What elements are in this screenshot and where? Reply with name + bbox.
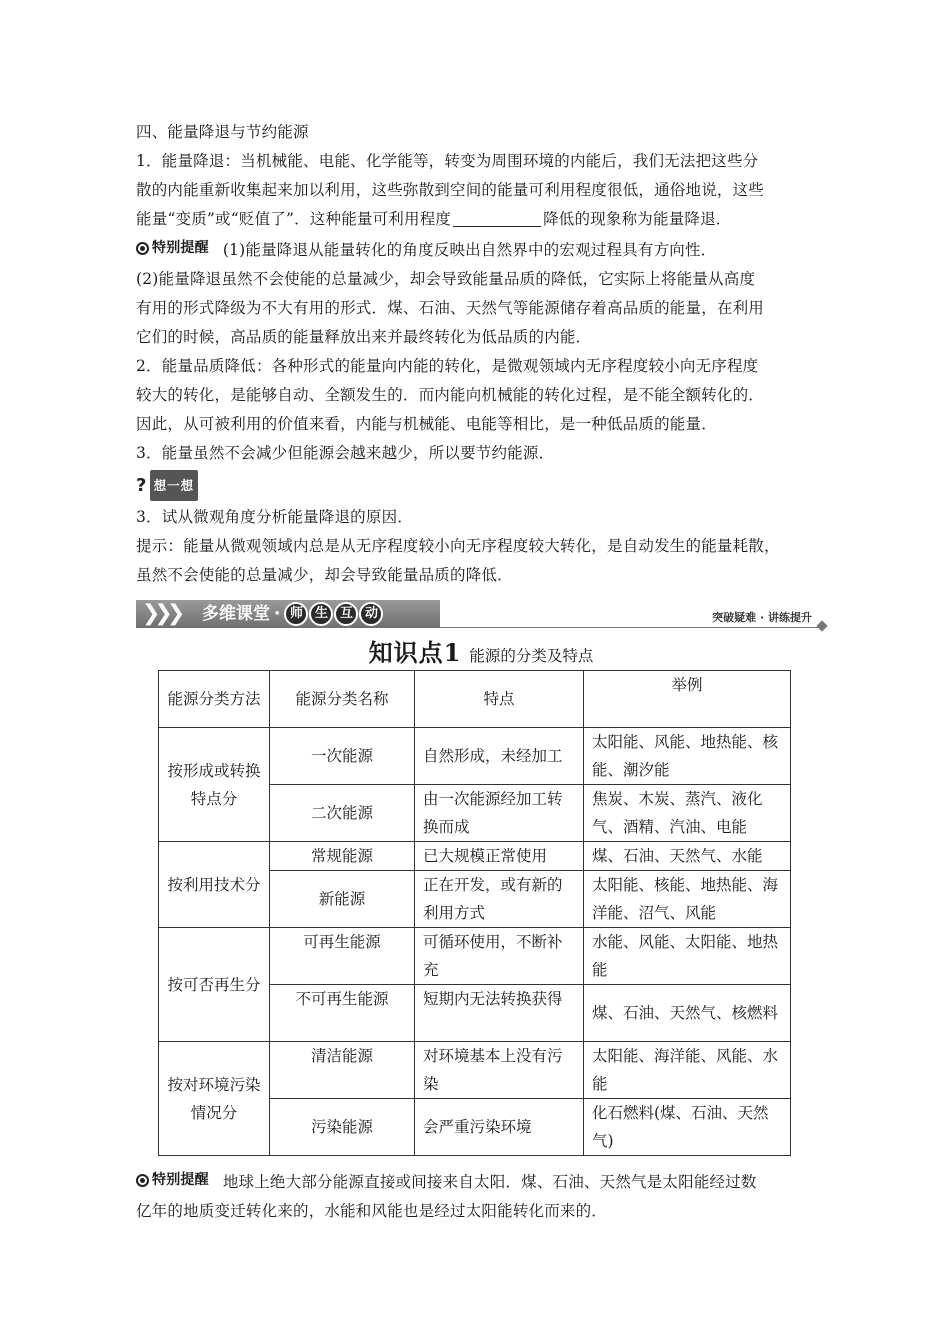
- banner-title-group: [202, 601, 383, 627]
- fill-in-blank: [453, 210, 541, 227]
- example-cell: 煤、石油、天然气、水能: [584, 842, 791, 871]
- smile-icon: [136, 242, 149, 255]
- paragraph-line: 2．能量品质降低：各种形式的能量向内能的转化，是微观领域内无序程度较小向无序程度: [136, 357, 759, 375]
- paragraph-line: 较大的转化，是能够自动、全额发生的．而内能向机械能的转化过程，是不能全额转化的．: [136, 386, 765, 404]
- banner-subtitle: [284, 602, 383, 626]
- text-after-blank: 降低的现象称为能量降退．: [543, 210, 732, 228]
- banner-char: 师: [284, 602, 308, 626]
- banner-char: 生: [309, 602, 333, 626]
- banner-right-text: 突破疑难 · 讲练提升: [712, 611, 812, 624]
- feature-cell: 对环境基本上没有污染: [415, 1042, 584, 1099]
- feature-cell: 会严重污染环境: [415, 1099, 584, 1156]
- banner-char: 动: [359, 602, 383, 626]
- example-cell: 焦炭、木炭、蒸汽、液化气、酒精、汽油、电能: [584, 785, 791, 842]
- hint-line: 虽然不会使能的总量减少，却会导致能量品质的降低．: [136, 566, 513, 584]
- paragraph-line: (2)能量降退虽然不会使能的总量减少，却会导致能量品质的降低，它实际上将能量从高度: [136, 270, 756, 288]
- name-cell: 污染能源: [270, 1099, 415, 1156]
- paragraph-line: 1．能量降退：当机械能、电能、化学能等，转变为周围环境的内能后，我们无法把这些分: [136, 152, 759, 170]
- chevron-right-icon: ❯❯❯: [142, 601, 180, 626]
- table-row: [159, 1042, 791, 1099]
- header-cell: 能源分类方法: [159, 671, 270, 728]
- example-cell: 化石燃料(煤、石油、天然气): [584, 1099, 791, 1156]
- name-cell: 可再生能源: [270, 928, 415, 985]
- feature-cell: 正在开发，或有新的利用方式: [415, 871, 584, 928]
- table-row: [159, 728, 791, 785]
- final-tip-line: [136, 1166, 826, 1197]
- header-cell: 特点: [415, 671, 584, 728]
- name-cell: 常规能源: [270, 842, 415, 871]
- hint-line: 提示：能量从微观领域内总是从无序程度较小向无序程度较大转化，是自动发生的能量耗散，: [136, 537, 780, 555]
- feature-cell: 可循环使用，不断补充: [415, 928, 584, 985]
- paragraph-line-with-blank: [136, 205, 826, 234]
- name-cell: 新能源: [270, 871, 415, 928]
- diamond-icon: [816, 620, 827, 631]
- example-cell: 太阳能、风能、地热能、核能、潮汐能: [584, 728, 791, 785]
- text-before-blank: 能量“变质”或“贬值了”．这种能量可利用程度: [136, 210, 452, 228]
- page-content: [136, 118, 826, 1226]
- example-cell: 水能、风能、太阳能、地热能: [584, 928, 791, 985]
- tip-label: 特别提醒: [152, 240, 209, 256]
- table-wrapper: [136, 670, 826, 1166]
- table-row: [159, 928, 791, 985]
- tip-badge: [136, 234, 209, 263]
- tip-line: [136, 234, 826, 265]
- tip-text: 地球上绝大部分能源直接或间接来自太阳．煤、石油、天然气是太阳能经过数: [222, 1173, 757, 1191]
- paragraph-line: 有用的形式降级为不大有用的形式．煤、石油、天然气等能源储存着高品质的能量，在利用: [136, 299, 765, 317]
- name-cell: 不可再生能源: [270, 985, 415, 1042]
- paragraph-line: 3．能量虽然不会减少但能源会越来越少，所以要节约能源．: [136, 444, 555, 462]
- feature-cell: 自然形成，未经加工: [415, 728, 584, 785]
- method-cell: 按形成或转换特点分: [159, 728, 270, 842]
- knowledge-point-heading: [136, 636, 826, 670]
- example-cell: 太阳能、海洋能、风能、水能: [584, 1042, 791, 1099]
- example-cell: 太阳能、核能、地热能、海洋能、沼气、风能: [584, 871, 791, 928]
- name-cell: 一次能源: [270, 728, 415, 785]
- header-cell: 能源分类名称: [270, 671, 415, 728]
- table-header-row: [159, 671, 791, 728]
- paragraph-line: 因此，从可被利用的价值来看，内能与机械能、电能等相比，是一种低品质的能量．: [136, 415, 717, 433]
- tip-badge: [136, 1166, 209, 1195]
- knowledge-point-title: 知识点1: [368, 638, 462, 667]
- banner-dot: ·: [274, 604, 281, 624]
- banner-char: 互: [334, 602, 358, 626]
- section-banner: [136, 598, 826, 632]
- feature-cell: 由一次能源经加工转换而成: [415, 785, 584, 842]
- method-cell: 按利用技术分: [159, 842, 270, 928]
- question-icon: ?: [136, 475, 147, 496]
- energy-classification-table: [158, 670, 791, 1156]
- banner-title: 多维课堂: [202, 604, 270, 624]
- think-label: 想一想: [150, 470, 199, 501]
- tip-text: (1)能量降退从能量转化的角度反映出自然界中的宏观过程具有方向性．: [222, 241, 717, 259]
- header-cell: 举例: [584, 671, 791, 728]
- banner-rule: [440, 627, 820, 628]
- feature-cell: 已大规模正常使用: [415, 842, 584, 871]
- table-row: [159, 842, 791, 871]
- paragraph-line: 它们的时候，高品质的能量释放出来并最终转化为低品质的内能．: [136, 328, 592, 346]
- tip-label: 特别提醒: [152, 1172, 209, 1188]
- example-cell: 煤、石油、天然气、核燃料: [584, 985, 791, 1042]
- think-badge: [136, 470, 198, 501]
- paragraph-line: 亿年的地质变迁转化来的，水能和风能也是经过太阳能转化而来的．: [136, 1202, 608, 1220]
- name-cell: 二次能源: [270, 785, 415, 842]
- knowledge-point-subtitle: 能源的分类及特点: [469, 647, 594, 665]
- question-line: 3．试从微观角度分析能量降退的原因．: [136, 508, 413, 526]
- feature-cell: 短期内无法转换获得: [415, 985, 584, 1042]
- smile-icon: [136, 1174, 149, 1187]
- name-cell: 清洁能源: [270, 1042, 415, 1099]
- method-cell: 按对环境污染情况分: [159, 1042, 270, 1156]
- paragraph-line: 散的内能重新收集起来加以利用，这些弥散到空间的能量可利用程度很低，通俗地说，这些: [136, 181, 765, 199]
- method-cell: 按可否再生分: [159, 928, 270, 1042]
- section-heading: 四、能量降退与节约能源: [136, 123, 309, 141]
